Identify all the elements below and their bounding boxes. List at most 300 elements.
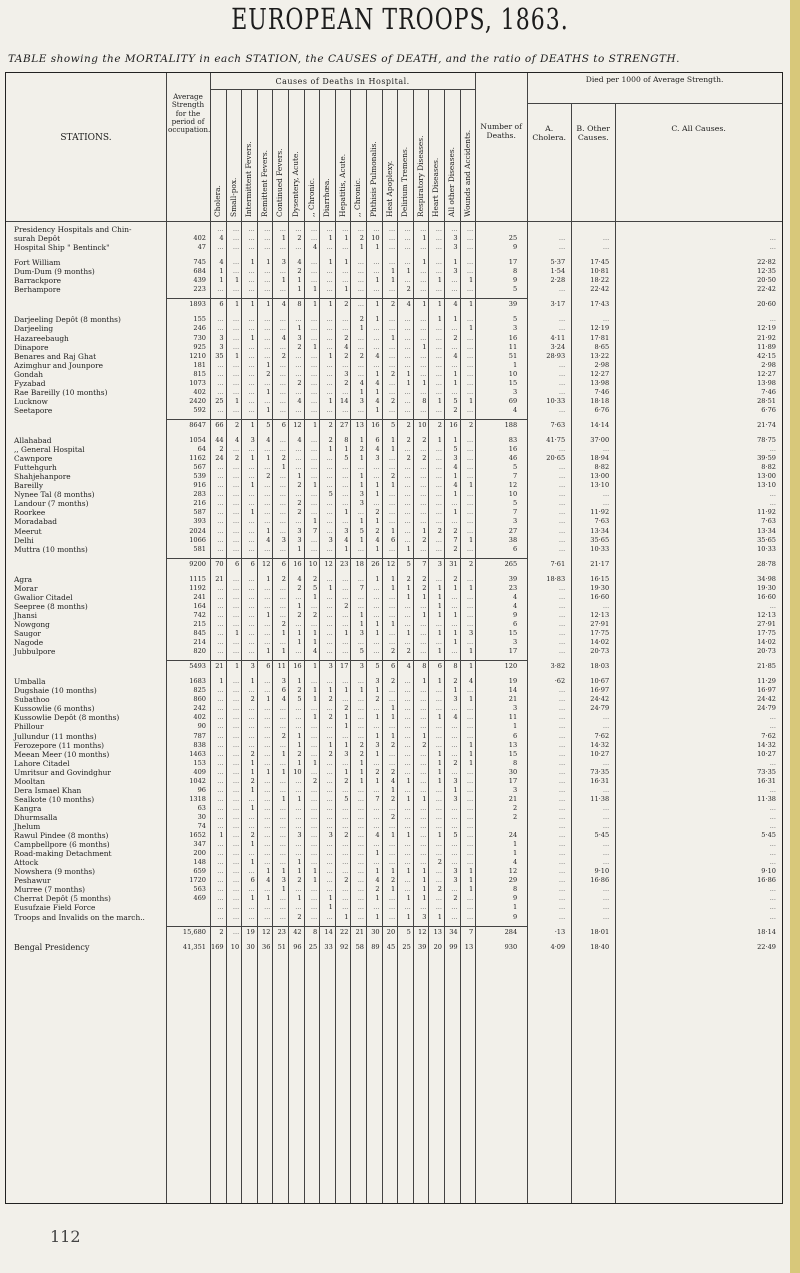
ratio-value: ... (558, 508, 566, 517)
cause-value: ... (326, 225, 333, 233)
cause-value: ... (404, 638, 411, 647)
ratio-value: 13·22 (590, 351, 610, 360)
station-name: Murree (7 months) (14, 885, 86, 895)
cause-value: ... (232, 267, 240, 276)
cause-value: ... (279, 592, 286, 601)
cause-value: 1 (468, 695, 474, 704)
strength-value: 223 (193, 285, 206, 294)
strength-value: 684 (193, 267, 206, 276)
cause-value: 1 (312, 285, 318, 294)
strength-value: 820 (193, 647, 206, 656)
cause-value: 4 (375, 876, 380, 885)
cause-value: ... (264, 858, 271, 867)
cause-value: 25 (402, 942, 411, 951)
cause-value: 1 (437, 912, 442, 921)
cause-value: 39 (418, 942, 427, 951)
deaths-value: 4 (512, 858, 518, 867)
row-rule (527, 103, 782, 104)
cause-value: 1 (344, 767, 349, 776)
cause-value: ... (466, 803, 474, 812)
cause-value: ... (248, 315, 255, 324)
cause-value: 1 (422, 592, 427, 601)
ratio-value: 17·75 (590, 629, 610, 637)
station-name: Moradabad (14, 517, 57, 527)
cause-value: ... (435, 535, 442, 544)
cause-col-header: Remittent Fevers. (259, 149, 269, 217)
cause-col-header: Continued Fevers. (275, 148, 285, 217)
cause-value: ... (295, 517, 302, 526)
cause-value: ... (217, 876, 224, 885)
cause-value: ... (264, 903, 271, 912)
cause-value: 5 (375, 662, 380, 671)
cause-value: 1 (312, 300, 318, 309)
cause-value: 8 (297, 300, 302, 309)
cause-value: 1 (437, 396, 442, 405)
cause-value: 1 (281, 647, 286, 656)
deaths-value: 1 (512, 840, 518, 849)
cause-value: ... (466, 472, 474, 481)
ratio-value: 7·63 (550, 420, 566, 429)
cause-value: ... (295, 490, 302, 499)
ratio-value: ·62 (554, 677, 566, 686)
cause-value: ... (388, 499, 396, 508)
cause-value: ... (420, 749, 427, 758)
cause-value: ... (279, 610, 286, 619)
station-name: Dugshaie (10 months) (14, 686, 97, 696)
ratio-value: 3·17 (550, 300, 566, 309)
station-name: Fort William (14, 258, 61, 268)
cause-value: ... (435, 619, 442, 628)
station-name: Landour (7 months) (14, 499, 89, 509)
cause-value: ... (435, 333, 442, 342)
cause-value: ... (279, 803, 286, 812)
cause-value: 6 (390, 662, 396, 671)
cause-value: ... (466, 858, 474, 867)
ratio-value: 4·11 (550, 333, 566, 342)
cause-value: 3 (219, 342, 224, 351)
cause-value: ... (466, 378, 474, 387)
deaths-value: 21 (508, 794, 518, 803)
ratio-value: ... (602, 885, 610, 894)
cause-value: ... (232, 315, 240, 324)
ratio-value: ... (769, 885, 776, 894)
deaths-value: 4 (512, 405, 518, 414)
deaths-value: 6 (512, 731, 518, 740)
cause-value: 1 (266, 647, 271, 656)
cause-value: ... (342, 812, 349, 821)
cause-value: ... (279, 499, 286, 508)
cause-value: ... (373, 342, 380, 351)
cause-value: 3 (250, 662, 255, 671)
station-name: Cawnpore (14, 454, 53, 464)
ratio-value: 73·35 (757, 767, 776, 776)
cause-value: 6 (250, 559, 255, 568)
cause-value: ... (466, 360, 474, 369)
cause-value: ... (232, 445, 240, 454)
cause-value: ... (357, 333, 364, 342)
strength-value: 1066 (189, 535, 206, 544)
ratio-value: ... (602, 912, 610, 921)
cause-value: ... (466, 490, 474, 499)
cause-value: ... (388, 722, 396, 731)
station-name: Rae Bareilly (10 months) (14, 387, 108, 397)
cause-value: 2 (422, 583, 427, 592)
deaths-value: 10 (508, 490, 518, 499)
subtitle-part: MORTALITY (124, 53, 196, 65)
cause-value: ... (264, 713, 271, 722)
cause-value: 3 (375, 677, 380, 686)
cause-value: ... (295, 315, 302, 324)
cause-value: ... (279, 713, 286, 722)
cause-value: ... (420, 285, 427, 294)
cause-value: ... (248, 499, 255, 508)
cause-value: ... (435, 225, 442, 233)
station-name: Ferozepore (11 months) (14, 740, 105, 750)
cause-value: ... (342, 463, 349, 472)
ratio-value: 18·14 (757, 927, 776, 936)
ratio-value: 14·02 (757, 638, 776, 647)
cause-value: ... (404, 472, 411, 481)
cause-value: ... (404, 387, 411, 396)
cause-value: ... (326, 785, 333, 794)
cause-value: ... (466, 225, 474, 233)
strength-value: 8647 (189, 420, 206, 429)
cause-value: ... (435, 285, 442, 294)
cause-value: ... (342, 267, 349, 276)
cause-value: ... (404, 822, 411, 830)
cause-value: 4 (312, 243, 318, 252)
ratio-value: 19·30 (590, 583, 610, 592)
cause-value: 1 (375, 629, 380, 637)
cause-value: 5 (359, 526, 364, 535)
ratio-value: ... (558, 794, 566, 803)
deaths-value: 23 (508, 583, 518, 592)
cause-value: ... (217, 731, 224, 740)
cause-value: 1 (375, 369, 380, 378)
cause-value: ... (295, 704, 302, 713)
ratio-value: 7·63 (594, 517, 610, 526)
cause-value: ... (217, 894, 224, 903)
ratio-value: ... (602, 858, 610, 867)
ratio-value: ... (558, 445, 566, 454)
ratio-value: 21·74 (757, 420, 776, 429)
station-name: Kussowlie Depôt (8 months) (14, 713, 120, 723)
cause-value: 1 (281, 885, 286, 894)
cause-value: 3 (453, 867, 458, 876)
cause-value: 1 (468, 749, 474, 758)
deaths-value: 10 (508, 369, 518, 378)
cause-value: ... (279, 822, 286, 830)
cause-value: ... (217, 315, 224, 324)
cause-value: ... (295, 405, 302, 414)
cause-value: ... (373, 803, 380, 812)
cause-value: 2 (390, 740, 396, 749)
subtitle-part: CAUSES of DEATH (327, 53, 439, 65)
cause-value: 1 (266, 610, 271, 619)
cause-value: ... (295, 722, 302, 731)
cause-value: 23 (277, 927, 286, 936)
deaths-value: 11 (508, 713, 518, 722)
cause-value: 3 (375, 454, 380, 463)
cause-value: 12 (386, 559, 396, 568)
cause-value: ... (420, 619, 427, 628)
cause-value: 3 (328, 831, 333, 840)
cause-value: ... (357, 544, 364, 553)
cause-value: ... (310, 445, 318, 454)
cause-value: ... (310, 794, 318, 803)
cause-value: 1 (219, 276, 224, 285)
ratio-value: 24·42 (590, 695, 610, 704)
ratio-value: 11·38 (590, 794, 610, 803)
strength-value: 659 (193, 867, 206, 876)
cause-value: ... (295, 387, 302, 396)
cause-value: ... (232, 867, 240, 876)
ratio-value: 16·97 (590, 686, 610, 695)
cause-value: ... (217, 517, 224, 526)
cause-value: 1 (328, 894, 333, 903)
ratio-value: 22·42 (757, 285, 776, 294)
cause-value: 1 (281, 749, 286, 758)
cause-value: ... (279, 903, 286, 912)
deaths-value: 3 (512, 517, 518, 526)
cause-value: 1 (406, 776, 411, 785)
cause-value: 1 (359, 776, 364, 785)
station-name: Meerut (14, 526, 42, 536)
cause-value: ... (310, 369, 318, 378)
cause-value: ... (388, 849, 396, 858)
cause-value: ... (232, 574, 240, 583)
cause-value: ... (279, 378, 286, 387)
cause-value: 4 (375, 445, 380, 454)
cause-value: ... (373, 647, 380, 656)
cause-value: 1 (328, 686, 333, 695)
deaths-value: 5 (512, 463, 518, 472)
strength-value: 1893 (189, 300, 206, 309)
cause-value: 1 (437, 601, 442, 610)
cause-value: ... (295, 785, 302, 794)
cause-value: ... (435, 544, 442, 553)
cause-value: 1 (375, 315, 380, 324)
cause-value: ... (326, 405, 333, 414)
cause-value: ... (326, 267, 333, 276)
cause-value: 30 (371, 927, 380, 936)
cause-value: 1 (406, 583, 411, 592)
cause-value: ... (357, 894, 364, 903)
ratio-value: ... (558, 840, 566, 849)
cause-value: ... (295, 885, 302, 894)
strength-value: 1683 (189, 677, 206, 686)
strength-value: 1073 (189, 378, 206, 387)
cause-value: 1 (375, 243, 380, 252)
cause-value: ... (217, 704, 224, 713)
cause-value: ... (232, 472, 240, 481)
cause-value: 1 (297, 285, 302, 294)
ratio-value: ... (602, 785, 610, 794)
cause-value: 3 (375, 740, 380, 749)
cause-value: ... (404, 481, 411, 490)
cause-value: ... (326, 276, 333, 285)
cause-value: ... (388, 903, 396, 912)
cause-value: 20 (433, 942, 442, 951)
strength-value: 567 (193, 463, 206, 472)
cause-value: ... (357, 822, 364, 830)
cause-value: ... (279, 858, 286, 867)
station-name: Nowshera (9 months) (14, 867, 96, 877)
cause-value: 1 (437, 677, 442, 686)
cause-value: ... (310, 454, 318, 463)
cause-value: 3 (359, 662, 364, 671)
deaths-value: 5 (512, 285, 518, 294)
cause-value: 5 (453, 831, 458, 840)
cause-value: ... (310, 767, 318, 776)
ratio-value: ... (602, 903, 610, 912)
ratio-value: 17·81 (590, 333, 610, 342)
cause-value: 4 (281, 695, 286, 704)
cause-value: ... (451, 601, 458, 610)
cause-value: 1 (281, 463, 286, 472)
ratio-value: ... (602, 713, 610, 722)
cause-value: 2 (375, 508, 380, 517)
ratio-value: 10·33 (757, 544, 776, 553)
cause-value: 24 (215, 454, 224, 463)
cause-value: 2 (390, 677, 396, 686)
cause-value: ... (326, 647, 333, 656)
cause-value: 42 (293, 927, 302, 936)
strength-value: 63 (197, 803, 206, 812)
cause-value: ... (466, 619, 474, 628)
cause-value: 2 (359, 234, 364, 243)
cause-value: 4 (266, 436, 271, 444)
ratio-value: ... (769, 445, 776, 454)
cause-value: ... (217, 610, 224, 619)
cause-value: ... (248, 686, 255, 695)
cause-value: ... (248, 849, 255, 858)
cause-value: ... (357, 840, 364, 849)
cause-value: 3 (453, 454, 458, 463)
cause-value: ... (420, 472, 427, 481)
cause-value: 1 (453, 785, 458, 794)
cause-value: ... (217, 324, 224, 333)
cause-value: 2 (390, 300, 396, 309)
station-name: Dera Ismael Khan (14, 785, 82, 795)
cause-value: ... (264, 803, 271, 812)
cause-value: ... (310, 499, 318, 508)
cause-value: ... (248, 472, 255, 481)
cause-value: 1 (453, 686, 458, 695)
deaths-value: 8 (512, 267, 518, 276)
deaths-value: 13 (508, 740, 518, 749)
cause-value: 1 (437, 300, 442, 309)
cause-value: ... (373, 225, 380, 233)
cause-value: ... (342, 849, 349, 858)
cause-value: ... (232, 638, 240, 647)
ratio-value: 28·51 (757, 396, 776, 405)
cause-value: ... (342, 583, 349, 592)
cause-value: 1 (468, 740, 474, 749)
cause-value: ... (420, 405, 427, 414)
cause-value: ... (342, 785, 349, 794)
cause-value: ... (404, 234, 411, 243)
cause-value: 1 (234, 396, 240, 405)
cause-value: 1 (328, 234, 333, 243)
cause-value: ... (342, 610, 349, 619)
ratio-value: ... (769, 903, 776, 912)
cause-value: ... (357, 508, 364, 517)
ratio-value: ... (769, 812, 776, 821)
cause-value: 1 (422, 731, 427, 740)
cause-value: 1 (437, 749, 442, 758)
cause-value: ... (404, 731, 411, 740)
cause-value: ... (295, 225, 302, 233)
cause-value: ... (357, 405, 364, 414)
cause-value: ... (248, 713, 255, 722)
cause-value: 1 (266, 300, 271, 309)
cause-value: ... (404, 351, 411, 360)
ratio-value: ... (558, 740, 566, 749)
cause-value: ... (232, 704, 240, 713)
cause-value: ... (420, 267, 427, 276)
strength-value: 1054 (189, 436, 206, 444)
station-name: Agra (14, 574, 33, 584)
cause-value: ... (404, 758, 411, 767)
station-name: Dum-Dum (9 months) (14, 267, 95, 277)
ratio-value: ... (558, 405, 566, 414)
cause-value: 4 (375, 535, 380, 544)
cause-value: ... (310, 740, 318, 749)
cause-value: ... (451, 912, 458, 921)
cause-value: ... (279, 758, 286, 767)
ratio-value: 7·46 (761, 387, 776, 396)
cause-value: 3 (453, 267, 458, 276)
cause-value: ... (466, 849, 474, 858)
deaths-value: 3 (512, 324, 518, 333)
cause-value: ... (404, 713, 411, 722)
cause-value: 1 (297, 858, 302, 867)
cause-value: ... (264, 638, 271, 647)
cause-value: 1 (312, 867, 318, 876)
ratio-value: ... (602, 499, 610, 508)
deaths-value: 16 (508, 445, 518, 454)
ratio-value: 6·76 (761, 405, 776, 414)
cause-value: 10 (230, 942, 240, 951)
cause-value: 1 (468, 662, 474, 671)
cause-value: ... (357, 867, 364, 876)
cause-value: 1 (406, 378, 411, 387)
cause-value: ... (451, 592, 458, 601)
cause-value: ... (264, 324, 271, 333)
cause-value: ... (466, 686, 474, 695)
cause-value: 3 (219, 333, 224, 342)
deaths-value: 15 (508, 378, 518, 387)
ratio-value: 13·00 (757, 472, 776, 481)
cause-value: ... (435, 840, 442, 849)
cause-value: 1 (359, 517, 364, 526)
cause-value: ... (404, 508, 411, 517)
ratio-value: 18·18 (590, 396, 610, 405)
cause-value: 1 (266, 526, 271, 535)
deaths-value: 14 (508, 686, 518, 695)
ratio-value: ... (602, 243, 610, 252)
cause-value: 1 (312, 629, 318, 637)
cause-value: ... (466, 767, 474, 776)
cause-value: 1 (266, 894, 271, 903)
cause-value: 2 (344, 300, 349, 309)
cause-value: ... (466, 840, 474, 849)
cause-value: 2 (328, 713, 333, 722)
cause-value: 2 (234, 454, 240, 463)
ratio-value: ... (558, 463, 566, 472)
cause-value: ... (388, 638, 396, 647)
